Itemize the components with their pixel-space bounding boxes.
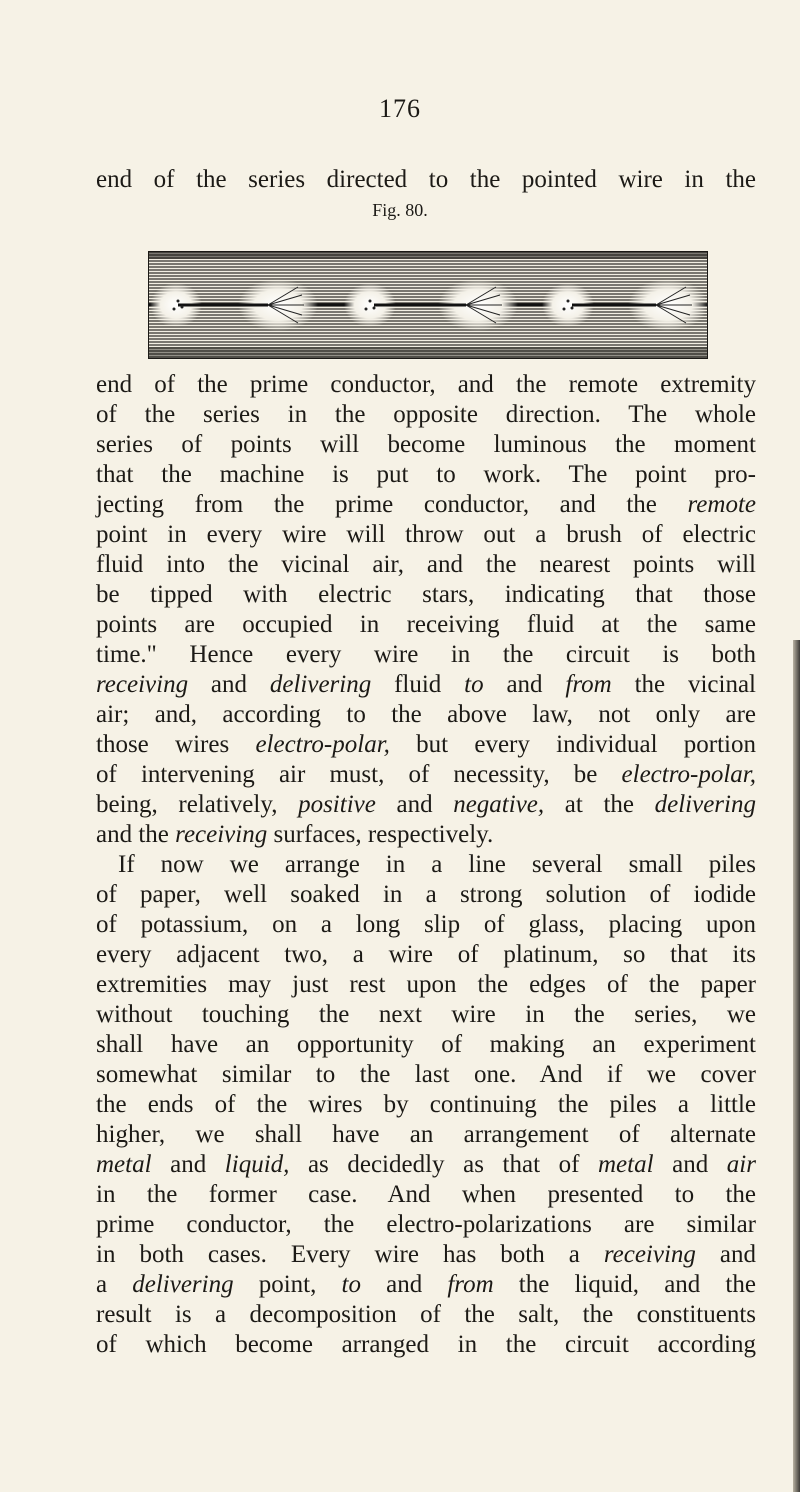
text-line: the ends of the wires by continuing the piles a little bbox=[96, 1091, 756, 1118]
text-line: higher, we shall have an arrangement of alternate bbox=[96, 1121, 756, 1148]
figure-80-engraving bbox=[148, 251, 708, 359]
page-number: 176 bbox=[379, 94, 421, 123]
text-line: series of points will become luminous the moment bbox=[96, 431, 756, 458]
text-line: a delivering point, to and from the liquid, and the bbox=[96, 1271, 756, 1298]
text-line: of intervening air must, of necessity, be electro-polar, bbox=[96, 761, 756, 788]
text-line: air; and, according to the above law, not only are bbox=[96, 701, 756, 728]
text-line: in both cases. Every wire has both a receiving and bbox=[96, 1241, 756, 1268]
text-line: and the receiving surfaces, respectively. bbox=[96, 821, 494, 848]
text-line: of the series in the opposite direction. The whole bbox=[96, 401, 756, 428]
page-edge-shadow bbox=[793, 640, 800, 1492]
text-line: point in every wire will throw out a brush of electric bbox=[96, 521, 756, 548]
text-line: being, relatively, positive and negative, at the delivering bbox=[96, 791, 756, 818]
text-line: end of the prime conductor, and the remote extremity bbox=[96, 371, 756, 398]
text-line: jecting from the prime conductor, and the remote bbox=[96, 491, 756, 518]
text-line: that the machine is put to work. The point pro- bbox=[96, 461, 756, 488]
text-line: be tipped with electric stars, indicating that those bbox=[96, 581, 756, 608]
text-line: without touching the next wire in the series, we bbox=[96, 1001, 756, 1028]
text-line: metal and liquid, as decidedly as that of metal and air bbox=[96, 1151, 756, 1178]
text-line: time." Hence every wire in the circuit is both bbox=[96, 641, 756, 668]
text-line: result is a decomposition of the salt, the constituents bbox=[96, 1301, 756, 1328]
text-line: of potassium, on a long slip of glass, placing upon bbox=[96, 911, 756, 938]
text-line: extremities may just rest upon the edges of the paper bbox=[96, 971, 756, 998]
figure-caption: Fig. 80. bbox=[372, 200, 428, 220]
text-line: points are occupied in receiving fluid at the same bbox=[96, 611, 756, 638]
text-line: end of the series directed to the pointed wire in the bbox=[96, 166, 756, 193]
text-line: If now we arrange in a line several small piles bbox=[118, 851, 756, 878]
text-line: in the former case. And when presented to the bbox=[96, 1181, 756, 1208]
text-line: fluid into the vicinal air, and the nearest points will bbox=[96, 551, 756, 578]
text-line: receiving and delivering fluid to and from the vicinal bbox=[96, 671, 756, 698]
text-line: prime conductor, the electro-polarizations are similar bbox=[96, 1211, 756, 1238]
text-line: somewhat similar to the last one. And if we cover bbox=[96, 1061, 756, 1088]
text-line: those wires electro-polar, but every individual portion bbox=[96, 731, 756, 758]
text-line: shall have an opportunity of making an experiment bbox=[96, 1031, 756, 1058]
text-line: of which become arranged in the circuit according bbox=[96, 1331, 756, 1358]
text-line: of paper, well soaked in a strong solution of iodide bbox=[96, 881, 756, 908]
text-line: every adjacent two, a wire of platinum, so that its bbox=[96, 941, 756, 968]
